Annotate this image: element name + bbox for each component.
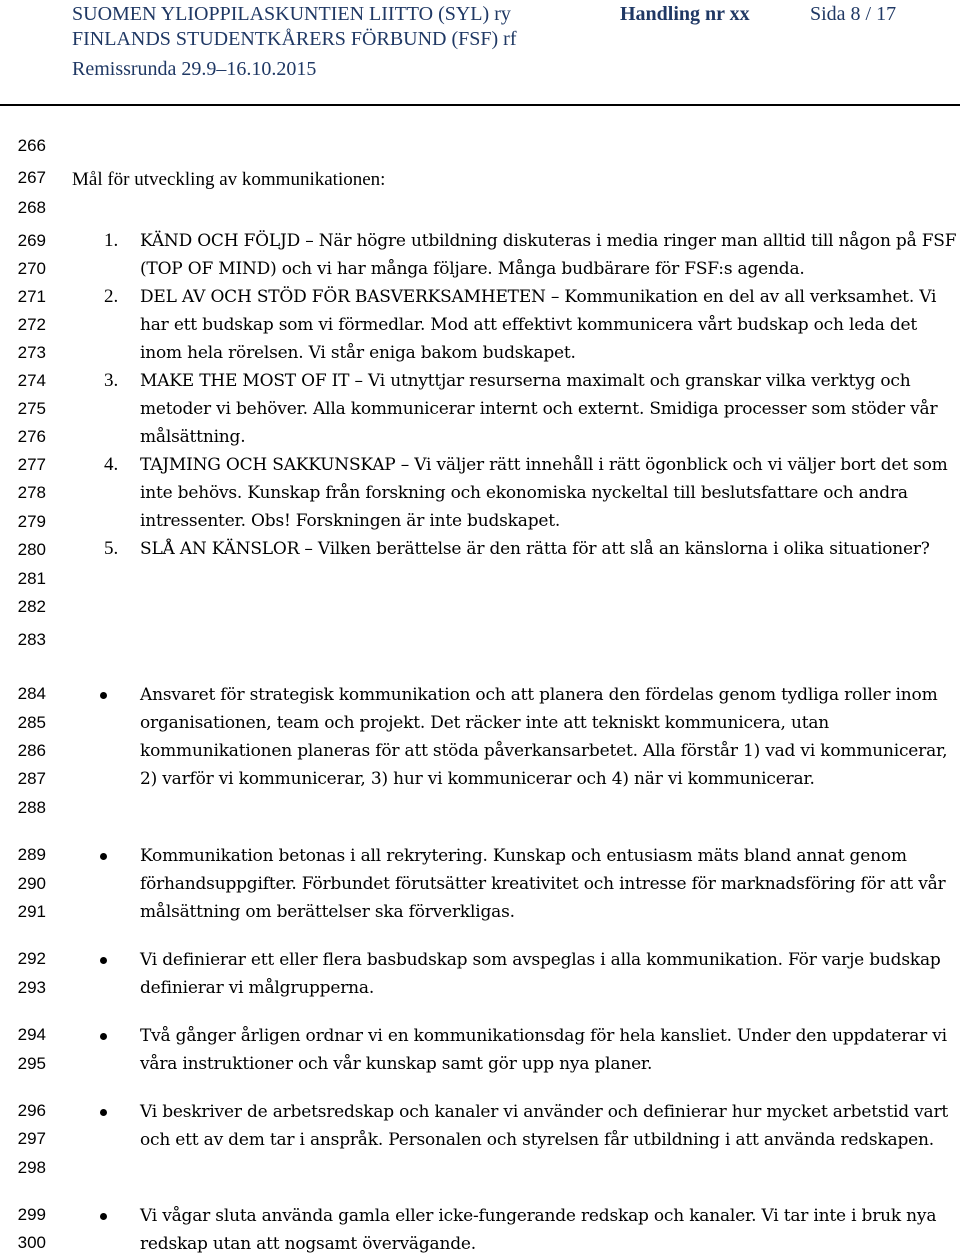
bullet-item [140,1202,960,1258]
line-number: 281 [17,569,46,588]
org-name-finnish: SUOMEN YLIOPPILASKUNTIEN LIITTO (SYL) ry [72,3,511,25]
page-number: Sida 8 / 17 [810,3,897,25]
bullet-text: Två gånger årligen ordnar vi en kommunikationsdag för hela kansliet. Under den uppdaterar vi våra instruktioner och vår kunskap samt gör upp nya planer. [140,1026,947,1074]
bullet-text: Vi beskriver de arbetsredskap och kanaler vi använder och definierar hur mycket arbetstid vart och ett av dem tar i anspråk. Personalen och styrelsen får utbildning i att använda redskapen. [140,1102,949,1150]
bullet-icon [100,957,107,964]
bullet-text: Ansvaret för strategisk kommunikation och att planera den fördelas genom tydliga roller inom organisationen, team och projekt. Det räcker inte att tekniskt kommunicera, utan kommunikationen planeras för att stöda påverkansarbetet. Alla förstår 1) vad vi kommunicerar, 2) varför vi kommunicerar, 3) hur vi kommunicerar och 4) när vi kommunicerar. [140,685,948,789]
line-number: 268 [17,198,46,217]
bullet-text: Vi definierar ett eller flera basbudskap som avspeglas i alla kommunikation. För varje budskap definierar vi målgrupperna. [140,950,941,998]
bullet-text: Kommunikation betonas i all rekrytering. Kunskap och entusiasm mäts bland annat genom förhandsuppgifter. Förbundet förutsätter kreativitet och intresse för marknadsföring för att vår målsättning om berättelser ska förverkligas. [140,846,946,922]
line-number: 294 [17,1025,46,1044]
goal-item [72,367,960,451]
bullet-item [140,1098,960,1154]
bullet-icon [100,853,107,860]
line-number: 266 [17,136,46,155]
goal-text: DEL AV OCH STÖD FÖR BASVERKSAMHETEN – Kommunikation en del av all verksamhet. Vi har ett budskap som vi förmedlar. Mod att effektivt kommunicera vårt budskap och leda det inom hela rörelsen. Vi står eniga bakom budskapet. [140,287,937,363]
line-number: 273 [17,343,46,362]
line-number: 275 [17,399,46,418]
goal-text: TAJMING OCH SAKKUNSKAP – Vi väljer rätt innehåll i rätt ögonblick och vi väljer bort det som inte behövs. Kunskap från forskning och ekonomiska nyckeltal till beslutsfattare och andra intressenter. Obs! Forskningen är inte budskapet. [140,455,948,531]
line-number: 292 [17,949,46,968]
document-handling-number: Handling nr xx [620,3,750,25]
bullet-icon [100,1213,107,1220]
line-number: 285 [17,713,46,732]
line-number: 300 [17,1233,46,1252]
bullet-item [140,681,960,793]
line-number: 290 [17,874,46,893]
line-number: 280 [17,540,46,559]
line-number: 271 [17,287,46,306]
bullet-text: Vi vågar sluta använda gamla eller icke-fungerande redskap och kanaler. Vi tar inte i bruk nya redskap utan att nogsamt övervägande. [140,1206,937,1254]
line-number: 277 [17,455,46,474]
line-number: 293 [17,978,46,997]
goal-text: MAKE THE MOST OF IT – Vi utnyttjar resurserna maximalt och granskar vilka verktyg och metoder vi behöver. Alla kommunicerar internt och externt. Smidiga processer som stöder vår målsättning. [140,371,938,447]
line-number: 288 [17,798,46,817]
remiss-period: Remissrunda 29.9–16.10.2015 [72,58,317,80]
line-number: 291 [17,902,46,921]
goal-item [72,451,960,535]
line-number: 269 [17,231,46,250]
goal-number: 5. [104,538,119,559]
line-number: 287 [17,769,46,788]
line-number: 270 [17,259,46,278]
line-number: 276 [17,427,46,446]
goal-item [72,227,960,283]
line-number: 286 [17,741,46,760]
org-name-swedish: FINLANDS STUDENTKÅRERS FÖRBUND (FSF) rf [72,28,517,50]
goal-number: 3. [104,370,119,391]
goal-text: KÄND OCH FÖLJD – När högre utbildning diskuteras i media ringer man alltid till någon på FSF (TOP OF MIND) och vi har många följare. Många budbärare för FSF:s agenda. [140,231,957,279]
line-number: 289 [17,845,46,864]
line-number: 267 [17,168,46,187]
numbered-goals-list [72,227,960,563]
line-number: 279 [17,512,46,531]
goal-item [72,283,960,367]
bullet-icon [100,1109,107,1116]
line-number: 284 [17,684,46,703]
line-number: 298 [17,1158,46,1177]
goal-number: 1. [104,230,119,251]
page-header [0,0,960,108]
line-number: 274 [17,371,46,390]
line-number: 282 [17,597,46,616]
line-number: 295 [17,1054,46,1073]
goal-item [72,535,960,563]
goal-number: 2. [104,286,119,307]
line-number: 297 [17,1129,46,1148]
header-divider [0,104,960,106]
section-heading: Mål för utveckling av kommunikationen: [72,169,386,190]
bullet-icon [100,692,107,699]
bullet-icon [100,1033,107,1040]
goal-text: SLÅ AN KÄNSLOR – Vilken berättelse är den rätta för att slå an känslorna i olika situationer? [140,539,930,559]
line-number: 278 [17,483,46,502]
bullet-item [140,1022,960,1078]
bullet-item [140,946,960,1002]
line-number: 296 [17,1101,46,1120]
line-number: 299 [17,1205,46,1224]
line-number: 272 [17,315,46,334]
bullet-item [140,842,960,926]
goal-number: 4. [104,454,119,475]
line-number: 283 [17,630,46,649]
